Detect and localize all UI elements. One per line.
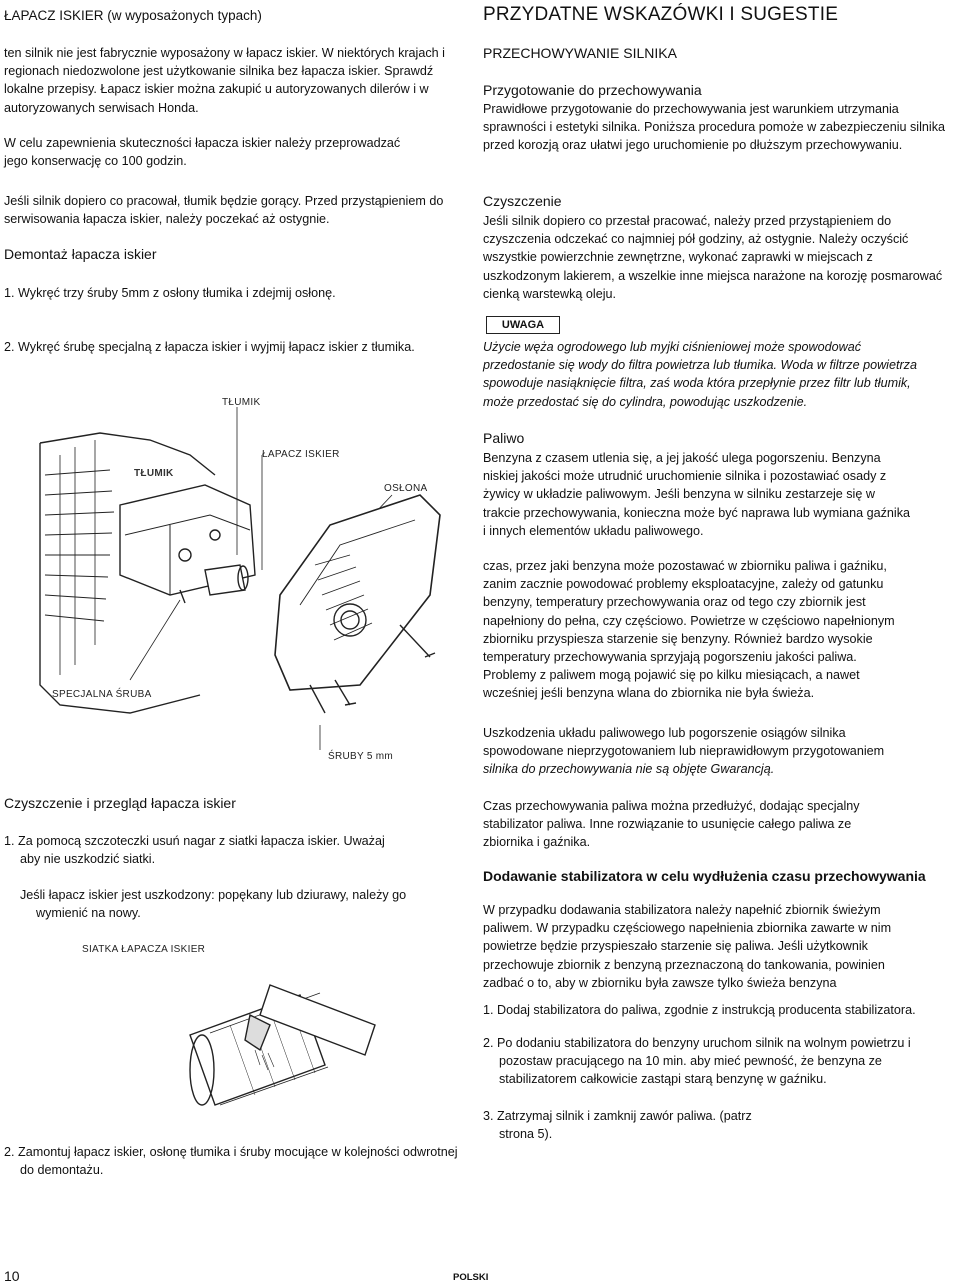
- stabilizer-step-3: 3. Zatrzymaj silnik i zamknij zawór paliwa. (patrz strona 5).: [483, 1109, 752, 1142]
- muffler-diagram: [0, 395, 470, 760]
- cleaning-step-2: 2. Zamontuj łapacz iskier, osłonę tłumika i śruby mocujące w kolejności odwrotnej do demontażu.: [4, 1145, 458, 1178]
- stabilizer-paragraph: W przypadku dodawania stabilizatora należy napełnić zbiornik świeżym paliwem. W przypadku częściowego napełnienia zbiornika zawarte w nim powietrze będzie przyspieszało starzenie się paliwa. Jeśli użytkownik przechowuje zbiornik z benzyną przeznaczoną do tankowania, powinien zadbać o to, aby w zbiorniku była zawsze tylko świeża benzyna: [483, 903, 892, 990]
- label-muffler-top: TŁUMIK: [222, 397, 261, 408]
- fuel-paragraph-2: czas, przez jaki benzyna może pozostawać w zbiorniku paliwa i gaźniku, zanim zacznie powodować problemy eksploatacyjne, zależy od gatunku benzyny, temperatury przechowywania oraz od tego czy zbiornik jest napełniony do pełna, czy częściowo. Powietrze w częściowo napełnionym zbiorniku przyspiesza starzenie się benzyny. Również bardzo wysokie temperatury przechowywania sprzyjają pogorszeniu jakości paliwa. Problemy z paliwem mogą pojawić się po kilku miesiącach, a nawet wcześniej jeśli benzyna wlana do zbiornika nie była świeża.: [483, 559, 895, 701]
- notice-paragraph: Użycie węża ogrodowego lub myjki ciśnieniowej może spowodować przedostanie się wody do filtra powietrza lub tłumika. Woda w filtrze powietrza spowoduje nasiąknięcie filtra, zaś woda która przepłynie przez filtr lub tłumik, może przedostać się do cylindra, powodując uszkodzenie.: [483, 340, 917, 409]
- brush-cleaning-diagram: [150, 955, 380, 1125]
- language-label: POLSKI: [453, 1272, 489, 1283]
- warranty-italic: silnika do przechowywania nie są objęte Gwarancją.: [483, 762, 775, 777]
- stabilizer-step-1: 1. Dodaj stabilizatora do paliwa, zgodnie z instrukcją producenta stabilizatora.: [483, 1003, 916, 1017]
- fuel-heading: Paliwo: [483, 430, 525, 446]
- storage-heading: PRZECHOWYWANIE SILNIKA: [483, 45, 677, 61]
- warranty-text: Uszkodzenia układu paliwowego lub pogorszenie osiągów silnika spowodowane nieprzygotowaniem lub nieprawidłowym przygotowaniem: [483, 726, 885, 759]
- stabilizer-step-2: 2. Po dodaniu stabilizatora do benzyny uruchom silnik na wolnym powietrzu i pozostaw pracującego na 10 min. aby mieć pewność, że benzyna ze stabilizatorem całkowicie zastąpi starą benzynę w gaźniku.: [483, 1036, 911, 1087]
- label-spark-arrester: ŁAPACZ ISKIER: [262, 449, 340, 460]
- stabilizer-heading: Dodawanie stabilizatora w celu wydłużenia czasu przechowywania: [483, 868, 926, 884]
- page-number: 10: [4, 1268, 20, 1284]
- prep-heading: Przygotowanie do przechowywania: [483, 82, 702, 98]
- removal-step-1: 1. Wykręć trzy śruby 5mm z osłony tłumika i zdejmij osłonę.: [4, 286, 336, 300]
- maintenance-paragraph: W celu zapewnienia skuteczności łapacza iskier należy przeprowadzać jego konserwację co 100 godzin.: [4, 136, 401, 169]
- prep-paragraph: Prawidłowe przygotowanie do przechowywania jest warunkiem utrzymania sprawności i estetyki silnika. Poniższa procedura pomoże w zabezpieczeniu silnika przed korozją oraz ułatwi jego uruchomienie po dłuższym przechowywaniu.: [483, 102, 945, 153]
- label-muffler: TŁUMIK: [134, 468, 174, 479]
- fuel-paragraph-1: Benzyna z czasem utlenia się, a jej jakość ulega pogorszeniu. Benzyna niskiej jakości może utrudnić uruchomienie silnika i pozostawiać osady z żywicy w układzie paliwowym. Jeśli benzyna w silniku zestarzeje się w trakcie przechowywania, konieczna może być naprawa lub wymiana gaźnika i innych elementów układu paliwowego.: [483, 451, 911, 538]
- damaged-note: Jeśli łapacz iskier jest uszkodzony: popękany lub dziurawy, należy go wymienić na nowy.: [20, 888, 407, 921]
- removal-heading: Demontaż łapacza iskier: [4, 246, 157, 262]
- label-special-screw: SPECJALNA ŚRUBA: [52, 689, 152, 700]
- hot-warning-paragraph: Jeśli silnik dopiero co pracował, tłumik będzie gorący. Przed przystąpieniem do serwisowania łapacza iskier, należy poczekać aż ostygnie.: [4, 194, 444, 227]
- label-cover: OSŁONA: [384, 483, 428, 494]
- warranty-paragraph: [483, 724, 903, 779]
- section-title: ŁAPACZ ISKIER (w wyposażonych typach): [4, 8, 262, 23]
- cleaning-heading: Czyszczenie: [483, 193, 562, 209]
- cleaning-inspection-heading: Czyszczenie i przegląd łapacza iskier: [4, 795, 236, 811]
- right-title: PRZYDATNE WSKAZÓWKI I SUGESTIE: [483, 4, 839, 25]
- removal-step-2: 2. Wykręć śrubę specjalną z łapacza iskier i wyjmij łapacz iskier z tłumika.: [4, 340, 415, 354]
- label-arrester-screen: SIATKA ŁAPACZA ISKIER: [82, 944, 206, 955]
- extend-paragraph: Czas przechowywania paliwa można przedłużyć, dodając specjalny stabilizator paliwa. Inne rozwiązanie to usunięcie całego paliwa ze zbiornika i gaźnika.: [483, 799, 860, 850]
- cleaning-step-1: 1. Za pomocą szczoteczki usuń nagar z siatki łapacza iskier. Uważaj aby nie uszkodzić siatki.: [4, 834, 385, 867]
- notice-label: UWAGA: [486, 316, 560, 334]
- cleaning-paragraph: Jeśli silnik dopiero co przestał pracować, należy przed przystąpieniem do czyszczenia odczekać co najmniej pół godziny, aż ostygnie. Należy oczyścić wszystkie powierzchnie zewnętrzne, wykonać zaprawki w miejscach z uszkodzonym lakierem, a wszelkie inne miejsca narażone na korozję posmarować cienką warstewką oleju.: [483, 214, 943, 301]
- intro-paragraph: ten silnik nie jest fabrycznie wyposażony w łapacz iskier. W niektórych krajach i regionach niedozwolone jest użytkowanie silnika bez łapacza iskier. Sprawdź lokalne przepisy. Łapacz iskier można zakupić u autoryzowanych dilerów i w autoryzowanych serwisach Honda.: [4, 46, 445, 115]
- label-screws: ŚRUBY 5 mm: [328, 751, 394, 762]
